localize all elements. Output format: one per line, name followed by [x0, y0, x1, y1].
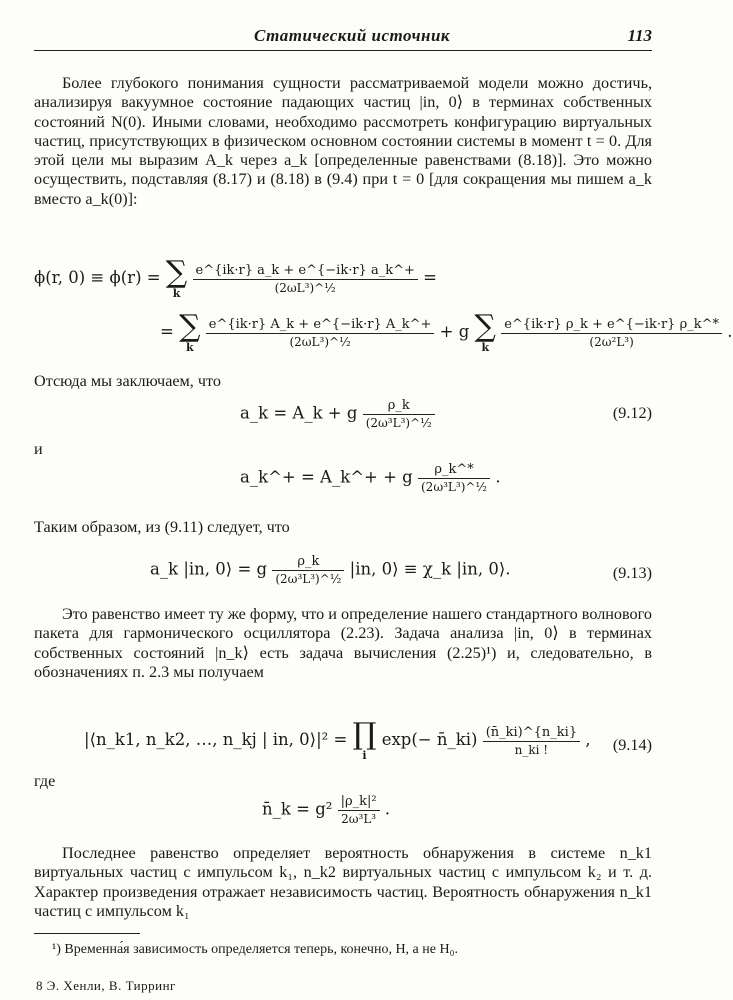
equation-nbar: n̄_k = g² $\frac{\text{|ρ\_k|²}}{\text{2ω³L³}}$ .	[262, 794, 391, 826]
footnote: ¹) Временна́я зависимость определяется теперь, конечно, H, а не H₀.	[52, 942, 458, 957]
paragraph-intro: Более глубокого понимания сущности рассматриваемой модели можно достичь, анализируя вакуумное состояние падающих частиц |in, 0⟩ в терминах собственных состояний N(0). Иными словами, необходимо рассмотреть конфигурацию виртуальных частиц, присутствующих в физическом основном состоянии системы в момент t = 0. Для этой цели мы выразим A_k через a_k [определенные равенствами (8.18)]. Это можно осуществить, подставляя (8.17) и (8.18) в (9.4) при t = 0 [для сокращения мы пишем a_k вместо a_k(0)]:	[34, 74, 652, 208]
page-number: 113	[627, 26, 652, 45]
text-otsyuda: Отсюда мы заключаем, что	[34, 372, 221, 390]
running-title: Статический источник	[254, 26, 451, 45]
sum-symbol: ∑ k	[474, 309, 496, 354]
equation-9-13: a_k |in, 0⟩ = g $\frac{\rho\_k}{\text{(2ω³L³)\textasciicircum{}½}}$ |in, 0⟩ ≡ χ_k |in, 0⟩.	[150, 554, 511, 586]
equation-9-14: |⟨n_k1, n_k2, …, n_kj | in, 0⟩|² = ∏ i exp(− n̄_ki) $\frac{(n̄\_ki)\^{}\{n\_ki\}}{n\_ki !}$ ,	[84, 717, 591, 762]
phi-fraction-2: $\frac{e\^{}\{ik\cdot r\} A\_k + e\^{}\{-ik\cdot r\} A\_k\^{}+}{\text{(2ωL³)\textasciicircum{}½}}$	[206, 317, 435, 349]
equation-label-9-13: (9.13)	[612, 564, 652, 582]
printer-signature: 8 Э. Хенли, В. Тирринг	[36, 978, 176, 993]
equation-label-9-12: (9.12)	[612, 404, 652, 422]
sum-symbol: ∑ k	[165, 255, 188, 300]
footnote-rule	[34, 933, 140, 934]
text-gde: где	[34, 772, 56, 790]
equation-label-9-14: (9.14)	[612, 736, 652, 754]
phi-lhs: ϕ(r, 0) ≡ ϕ(r) =	[34, 268, 161, 287]
text-i: и	[34, 440, 43, 458]
sum-symbol: ∑ k	[179, 309, 201, 354]
phi-fraction-1: $\frac{e\^{}\{ik\cdot r\} a\_k + e\^{}\{-ik\cdot r\} a\_k\^{}+}{\text{(2ωL³)\textasciicircum{}½}}$	[193, 263, 418, 295]
equation-9-12: a_k = A_k + g $\frac{\rho\_k}{\text{(2ω³L³)\textasciicircum{}½}}$	[240, 398, 435, 430]
running-header	[34, 24, 652, 51]
phi-fraction-3: $\frac{e\^{}\{ik\cdot r\} \rho\_k + e\^{}\{-ik\cdot r\} \rho\_k\^{}*}{\text{(2ω²L³)}}$	[501, 317, 722, 349]
equation-9-12b: a_k^+ = A_k^+ + g $\frac{\rho\_k\^{}*}{\text{(2ω³L³)\textasciicircum{}½}}$ .	[240, 462, 501, 494]
paragraph-probability: Последнее равенство определяет вероятность обнаружения в системе n_k1 виртуальных частиц с импульсом k₁, n_k2 виртуальных частиц с импульсом k₂ и т. д. Характер произведения отражает независимость частиц. Вероятность обнаружения n_k1 частиц с импульсом k₁	[34, 844, 652, 920]
equation-phi-line1: ϕ(r, 0) ≡ ϕ(r) = ∑ k $\frac{e\^{}\{ik\cdot r\} a\_k + e\^{}\{-ik\cdot r\} a\_k\^{}+}{\text{(2ωL³)\textasciicircum{}½}}$ =	[34, 255, 437, 300]
text-takim: Таким образом, из (9.11) следует, что	[34, 518, 290, 536]
paragraph-standard-packet: Это равенство имеет ту же форму, что и определение нашего стандартного волнового пакета для гармонического осциллятора (2.23). Задача анализа |in, 0⟩ в терминах собственных состояний |n_k⟩ есть задача вычисления (2.25)¹) и, следовательно, в обозначениях п. 2.3 мы получаем	[34, 605, 652, 681]
equation-phi-line2: = ∑ k $\frac{e\^{}\{ik\cdot r\} A\_k + e\^{}\{-ik\cdot r\} A\_k\^{}+}{\text{(2ωL³)\textasciicircum{}½}}$ + g ∑ k $\frac{e\^{}\{ik\cdot r\} \rho\_k + e\^{}\{-ik\cdot r\} \rho\_k\^{}*}{\text{(2ω²L³)}}$ .	[160, 309, 733, 354]
